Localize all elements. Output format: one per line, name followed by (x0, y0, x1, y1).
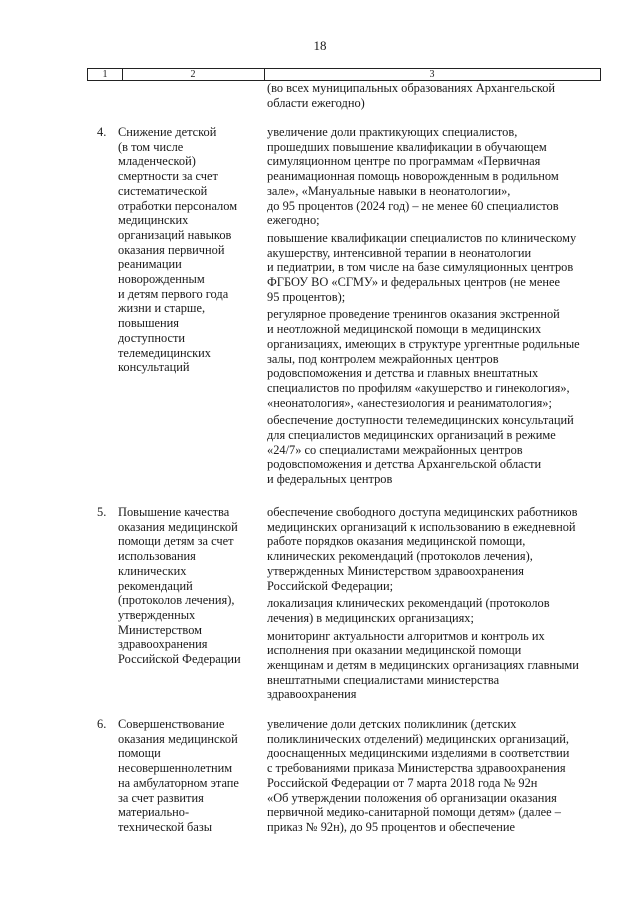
activity-line: увеличение доли практикующих специалистов, (267, 125, 518, 139)
task-line: отработки персоналом (118, 198, 238, 213)
task-line: жизни и старше, (118, 301, 206, 316)
activity-line: и педиатрии, в том числе на базе симуляционных центров (267, 260, 574, 275)
activity-line: женщинам и детям в медицинских организациях главными (267, 658, 579, 673)
page-number: 18 (313, 38, 327, 53)
task-line: повышения (118, 316, 180, 331)
activity-line: обеспечение свободного доступа медицинских работников (267, 505, 578, 519)
task-line: помощи (118, 746, 161, 761)
activity-line: поликлинических отделений) медицинских организаций, (267, 731, 570, 746)
task-line: доступности (118, 330, 186, 345)
task-line: медицинских (118, 213, 189, 228)
activity-line: лечения) в медицинских организациях; (267, 610, 474, 625)
task-line: использования (118, 549, 196, 564)
activity-line: регулярное проведение тренингов оказания экстренной (267, 307, 560, 322)
task-line: материально- (118, 805, 190, 820)
header-col-1: 1 (102, 69, 108, 80)
activity-item (267, 505, 602, 593)
continuation-line: (во всех муниципальных образованиях Архангельской (267, 81, 556, 95)
activity-item (267, 307, 602, 410)
activity-line: организациях, имеющих в структуре ургентные родильные (267, 336, 580, 351)
row-number: 4. (97, 125, 107, 139)
activity-line: первичной медико-санитарной помощи детям» (далее – (267, 805, 561, 820)
activity-line: увеличение доли детских поликлиник (детских (267, 717, 517, 731)
header-col-3: 3 (429, 69, 435, 80)
task-line: и детям первого года (118, 286, 229, 301)
activity-line: родовспоможения и детства Архангельской области (267, 457, 542, 472)
task-line: систематической (118, 183, 208, 198)
activity-item (267, 717, 602, 835)
task-line: (протоколов лечения), (118, 593, 235, 608)
task-line: рекомендаций (118, 578, 193, 593)
activity-line: клинических рекомендаций (протоколов лечения), (267, 549, 533, 564)
activity-line: до 95 процентов (2024 год) – не менее 60 специалистов (267, 198, 559, 213)
row-number: 5. (97, 505, 107, 519)
activity-line: зале», «Мануальные навыки в неонатологии», (267, 183, 511, 198)
continuation-line: области ежегодно) (267, 95, 365, 110)
activity-line: Российской Федерации от 7 марта 2018 года № 92н (267, 775, 538, 790)
task-line: за счет развития (118, 790, 204, 805)
header-col-2: 2 (190, 69, 196, 80)
activity-line: специалистов по профилям «акушерство и гинекология», (267, 380, 570, 395)
activity-line: Российской Федерации; (267, 578, 394, 593)
task-line: смертности за счет (118, 169, 218, 184)
task-line: реанимации (118, 257, 182, 272)
activity-line: с требованиями приказа Министерства здравоохранения (267, 761, 566, 776)
task-line: помощи детям за счет (118, 534, 234, 549)
continuation-text (267, 81, 607, 110)
activity-line: симуляционном центре по программам «Первичная (267, 154, 541, 169)
activity-list (267, 125, 602, 490)
task-line: новорожденным (118, 272, 205, 287)
task-line: Повышение качества (118, 505, 230, 519)
activity-list (267, 505, 602, 705)
task-line: оказания медицинской (118, 519, 238, 534)
task-line: оказания медицинской (118, 731, 238, 746)
activity-item (267, 413, 602, 487)
task-line: (в том числе (118, 139, 184, 154)
task-line: на амбулаторном этапе (118, 775, 239, 790)
task-line: здравоохранения (118, 637, 208, 652)
activity-item (267, 629, 602, 703)
activity-line: для специалистов медицинских организаций в режиме (267, 428, 556, 443)
task-line: утвержденных (118, 607, 196, 622)
activity-line: акушерству, интенсивной терапии в неонатологии (267, 245, 532, 260)
activity-line: «24/7» со специалистами межрайонных центров (267, 442, 523, 457)
row-number: 6. (97, 717, 107, 731)
activity-item (267, 125, 602, 228)
task-line: телемедицинских (118, 345, 211, 360)
task-title (118, 505, 258, 667)
activity-line: внештатными специалистами министерства (267, 672, 500, 687)
activity-line: «Об утверждении положения об организации оказания (267, 790, 557, 805)
activity-line: родовспоможения и детства и главных внештатных (267, 366, 539, 381)
activity-item (267, 596, 602, 625)
activity-line: реанимационная помощь новорожденным в родильном (267, 169, 559, 184)
task-line: организаций навыков (118, 227, 232, 242)
activity-line: прошедших повышение квалификации в обучающем (267, 139, 547, 154)
task-line: младенческой) (118, 154, 196, 169)
activity-line: локализация клинических рекомендаций (протоколов (267, 596, 550, 611)
task-line: Министерством (118, 622, 202, 637)
task-line: Снижение детской (118, 125, 217, 139)
activity-line: залы, под контролем межрайонных центров (267, 351, 499, 366)
activity-line: дооснащенных медицинскими изделиями в соответствии (267, 746, 570, 761)
activity-line: ФГБОУ ВО «СГМУ» и федеральных центров (не менее (267, 275, 560, 290)
activity-line: мониторинг актуальности алгоритмов и контроль их (267, 628, 545, 643)
activity-line: повышение квалификации специалистов по клиническому (267, 230, 577, 245)
activity-line: 95 процентов); (267, 289, 346, 304)
activity-line: исполнения при оказании медицинской помощи (267, 643, 522, 658)
activity-item (267, 231, 602, 305)
task-line: Российской Федерации (118, 652, 241, 667)
activity-line: здравоохранения (267, 687, 357, 702)
activity-list (267, 717, 602, 838)
table-header-row (87, 68, 601, 81)
task-line: несовершеннолетним (118, 761, 233, 776)
activity-line: и федеральных центров (267, 472, 393, 487)
activity-line: медицинских организаций к использованию в ежедневной (267, 519, 576, 534)
activity-line: приказ № 92н), до 95 процентов и обеспечение (267, 819, 515, 834)
task-line: технической базы (118, 819, 213, 834)
task-title (118, 125, 258, 375)
activity-line: «неонатология», «анестезиология и реаниматология»; (267, 395, 552, 410)
activity-line: и неотложной медицинской помощи в медицинских (267, 322, 542, 337)
task-line: консультаций (118, 360, 190, 375)
task-title (118, 717, 258, 835)
activity-line: обеспечение доступности телемедицинских консультаций (267, 413, 574, 428)
activity-line: ежегодно; (267, 213, 320, 228)
activity-line: работе порядков оказания медицинской помощи, (267, 534, 526, 549)
activity-line: утвержденных Министерством здравоохранения (267, 563, 524, 578)
task-line: клинических (118, 563, 187, 578)
task-line: оказания первичной (118, 242, 225, 257)
task-line: Совершенствование (118, 717, 225, 731)
